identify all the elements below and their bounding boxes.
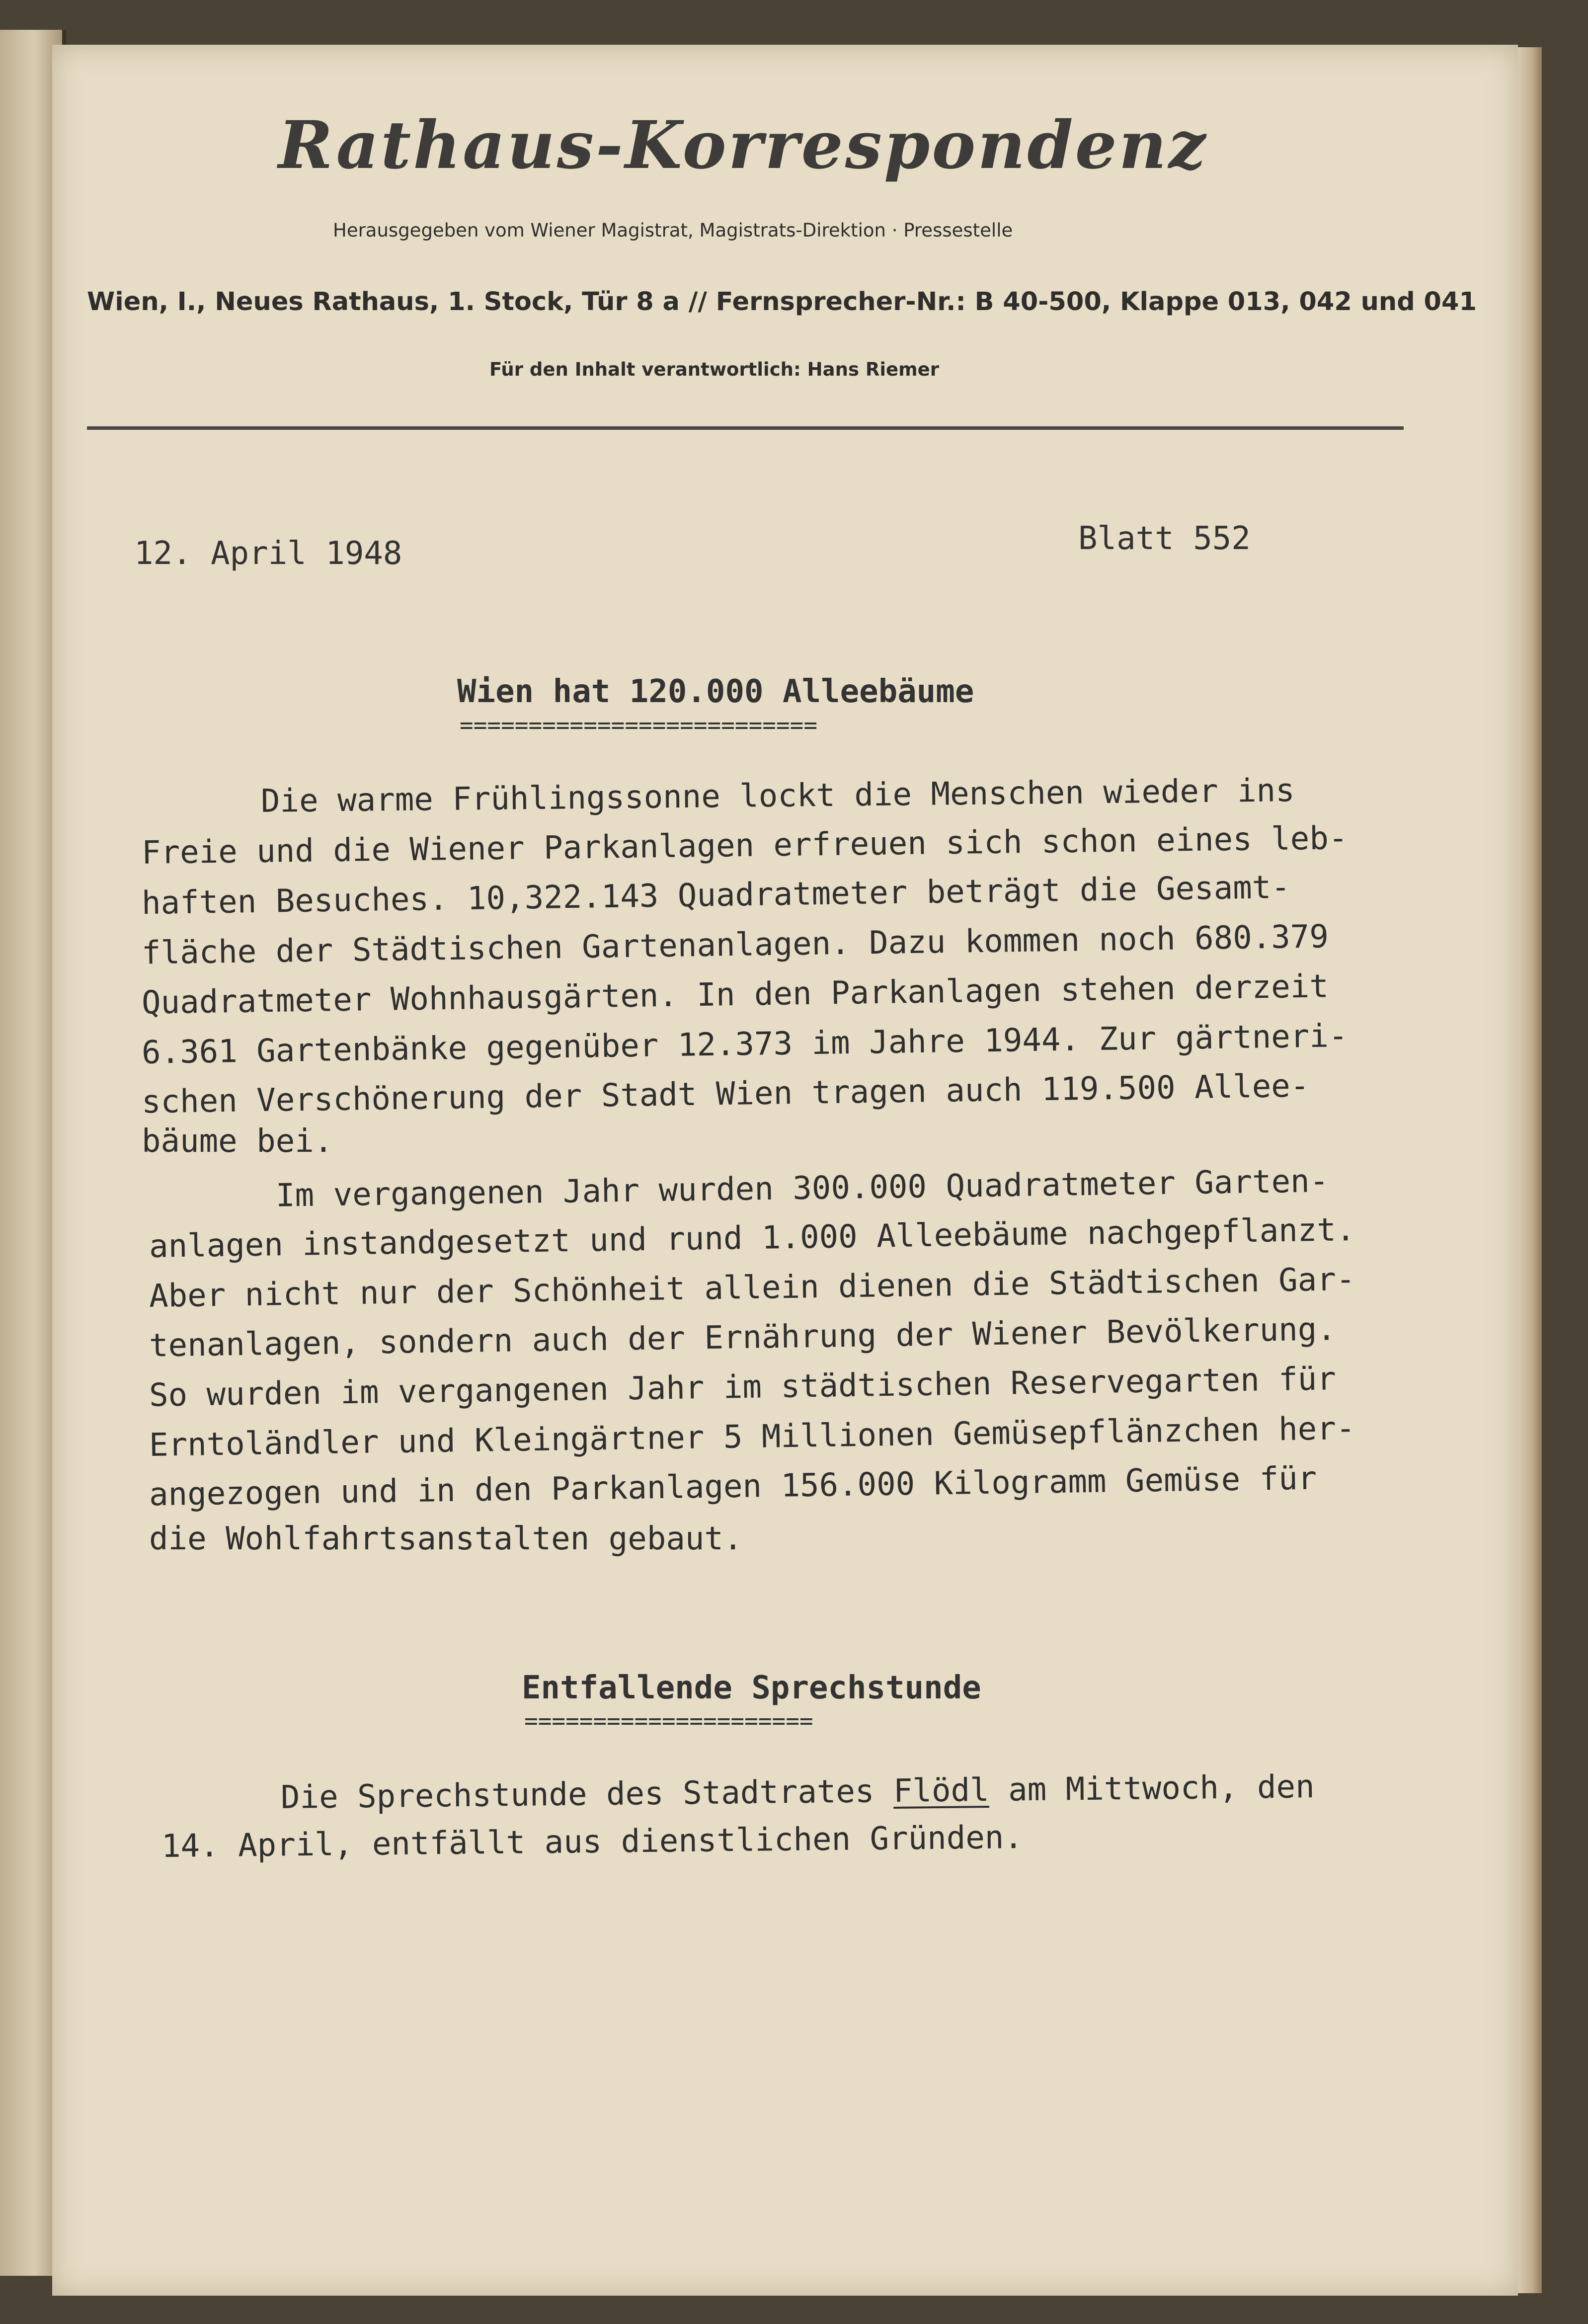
text-segment: Die Sprechstunde des Stadtrates [280, 1772, 894, 1816]
article-line: anlagen instandgesetzt und rund 1.000 Alleebäume nachgepflanzt. [149, 1211, 1355, 1265]
article-line: haften Besuches. 10,322.143 Quadratmeter beträgt die Gesamt- [141, 869, 1291, 922]
article-line: Aber nicht nur der Schönheit allein dienen die Städtischen Gar- [149, 1261, 1355, 1315]
article-line: tenanlagen, sondern auch der Ernährung der Wiener Bevölkerung. [149, 1311, 1337, 1364]
sheet-number: Blatt 552 [1078, 520, 1251, 557]
article-line: die Wohlfahrtsanstalten gebaut. [149, 1521, 743, 1557]
title-underline: ===================== [524, 1707, 813, 1734]
article-line: bäume bei. [142, 1123, 333, 1160]
header-rule [87, 426, 1404, 430]
right-page-edge [1518, 47, 1542, 2293]
responsible-line: Für den Inhalt verantwortlich: Hans Riemer [489, 359, 940, 380]
article-line: Die warme Frühlingssonne lockt die Menschen wieder ins [260, 772, 1295, 820]
publisher-line: Herausgegeben vom Wiener Magistrat, Magistrats-Direktion · Pressestelle [333, 220, 1013, 241]
article-line: 14. April, entfällt aus dienstlichen Gründen. [161, 1819, 1024, 1865]
article-line: 6.361 Gartenbänke gegenüber 12.373 im Jahre 1944. Zur gärtneri- [141, 1018, 1348, 1071]
councillor-name: Flödl [893, 1771, 990, 1810]
title-underline: ========================== [460, 712, 818, 738]
newsletter-title: Rathaus-Korrespondenz [278, 107, 1208, 184]
article-line: angezogen und in den Parkanlagen 156.000 Kilogramm Gemüse für [149, 1460, 1317, 1514]
article-line: So wurden im vergangenen Jahr im städtischen Reservegarten für [149, 1361, 1337, 1414]
article-line: Erntoländler und Kleingärtner 5 Millionen Gemüsepflänzchen her- [149, 1410, 1355, 1464]
article-line: Freie und die Wiener Parkanlagen erfreuen sich schon eines leb- [141, 820, 1348, 872]
article-line: Im vergangenen Jahr wurden 300.000 Quadratmeter Garten- [275, 1163, 1329, 1214]
article-title-trees: Wien hat 120.000 Alleebäume [457, 673, 974, 710]
article-line: Quadratmeter Wohnhausgärten. In den Parkanlagen stehen derzeit [141, 968, 1329, 1022]
article-line: schen Verschönerung der Stadt Wien tragen auch 119.500 Allee- [141, 1067, 1310, 1121]
issue-date: 12. April 1948 [134, 535, 402, 572]
text-segment: am Mittwoch, den [989, 1768, 1315, 1809]
article-title-office-hours: Entfallende Sprechstunde [522, 1670, 981, 1706]
article-line: fläche der Städtischen Gartenanlagen. Dazu kommen noch 680.379 [141, 918, 1329, 972]
address-line: Wien, I., Neues Rathaus, 1. Stock, Tür 8 a // Fernsprecher-Nr.: B 40-500, Klappe 013, 042 und 041 [87, 287, 1477, 317]
